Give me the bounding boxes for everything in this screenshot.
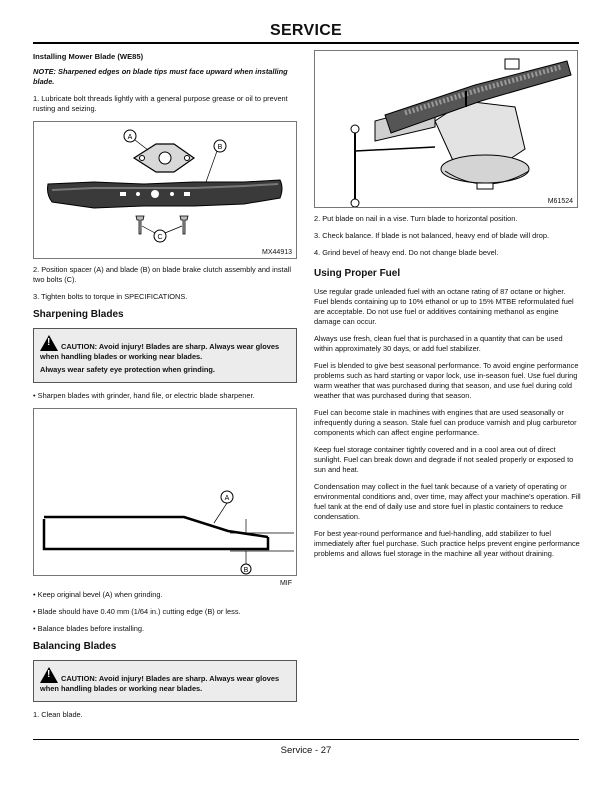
balancing-heading: Balancing Blades [33, 641, 117, 652]
bevel-label-b: B [243, 567, 249, 574]
bullet-bevel: • Keep original bevel (A) when grinding. [33, 590, 163, 599]
fuel-paragraph-2: Always use fresh, clean fuel that is purchased in a quantity that can be used within approximately 30 days, or add fuel stabilizer. [314, 334, 563, 353]
bullet-edge: • Blade should have 0.40 mm (1/64 in.) cutting edge (B) or less. [33, 607, 241, 616]
caution-box-balancing [33, 660, 297, 702]
bevel-label-a: A [224, 495, 230, 502]
blade-installation-drawing [34, 122, 296, 258]
caution-text-eye: Always wear safety eye protection when grinding. [40, 365, 215, 374]
fuel-paragraph-7: For best year-round performance and fuel-handling, add stabilizer to fuel immediately after fuel purchase. Such practice helps prevent engine performance problems and allows fuel storage in the machine all year without draining. [314, 529, 580, 558]
installing-note: NOTE: Sharpened edges on blade tips must face upward when installing blade. [33, 67, 288, 86]
install-step-3: 3. Tighten bolts to torque in SPECIFICATIONS. [33, 292, 188, 301]
install-step-2: 2. Position spacer (A) and blade (B) on blade brake clutch assembly and install two bolts (C). [33, 265, 291, 284]
fuel-paragraph-4: Fuel can become stale in machines with engines that are used seasonally or infrequently during a season. Stale fuel can produce varnish and plug carburetor components which can affect engine performance. [314, 408, 577, 437]
warning-icon: ! [40, 335, 58, 351]
balance-step-3: 3. Check balance. If blade is not balanced, heavy end of blade will drop. [314, 231, 550, 240]
page-title: SERVICE [269, 22, 343, 39]
vise-figure [314, 50, 578, 208]
bevel-figure [33, 408, 297, 587]
bevel-drawing [34, 409, 296, 575]
clean-step: 1. Clean blade. [33, 710, 83, 719]
fuel-paragraph-1: Use regular grade unleaded fuel with an octane rating of 87 octane or higher. Fuel blends containing up to 10% ethanol or up to 15% MTBE reformulated fuel are acceptable. Do not use fuel or additives containing methanol as engine damage can occur. [314, 287, 574, 326]
fuel-paragraph-3: Fuel is blended to give best seasonal performance. To avoid engine performance problems such as hard starting or vapor lock, use in-season fuel. Use fuel during warm weather that was purchased during that season, and use fuel during cold weather that was purchased during that season. [314, 361, 579, 400]
footer-rule [33, 739, 579, 740]
vise-drawing [315, 51, 577, 207]
sharpening-heading: Sharpening Blades [33, 309, 124, 320]
caution-text-balancing: CAUTION: Avoid injury! Blades are sharp. Always wear gloves when handling blades or working near blades. [40, 674, 280, 693]
blade-installation-figure [33, 121, 297, 259]
figure-label-a: A [127, 134, 133, 141]
bevel-caption: MIF [279, 580, 292, 587]
balance-step-2: 2. Put blade on nail in a vise. Turn blade to horizontal position. [314, 214, 518, 223]
warning-icon: ! [40, 667, 58, 683]
caution-text: CAUTION: Avoid injury! Blades are sharp. Always wear gloves when handling blades or working near blades. [40, 342, 280, 361]
bullet-balance: • Balance blades before installing. [33, 624, 145, 633]
fuel-paragraph-6: Condensation may collect in the fuel tank because of a variety of operating or environmental conditions and, over time, may affect your machine's operation. Fill fuel tank at the end of daily use and store fuel in plastic containers to reduce condensation. [314, 482, 581, 521]
page-number: Service - 27 [280, 745, 332, 756]
header-rule [33, 42, 579, 44]
right-column [314, 50, 581, 566]
installing-title: Installing Mower Blade (WE85) [33, 52, 144, 61]
fuel-heading: Using Proper Fuel [314, 268, 401, 279]
figure-caption: MX44913 [262, 249, 292, 256]
caution-box [33, 328, 297, 383]
install-step-1: 1. Lubricate bolt threads lightly with a general purpose grease or oil to prevent rusting and seizing. [33, 94, 288, 113]
vise-caption: M61524 [547, 198, 573, 205]
left-column [33, 52, 297, 727]
figure-label-b: B [217, 144, 223, 151]
bullet-sharpen: • Sharpen blades with grinder, hand file, or electric blade sharpener. [33, 391, 255, 400]
fuel-paragraph-5: Keep fuel storage container tightly covered and in a cool area out of direct sunlight. Fuel can break down and degrade if not sealed properly or exposed to sun and heat. [314, 445, 574, 474]
figure-label-c: C [157, 234, 163, 241]
balance-step-4: 4. Grind bevel of heavy end. Do not change blade bevel. [314, 248, 499, 257]
